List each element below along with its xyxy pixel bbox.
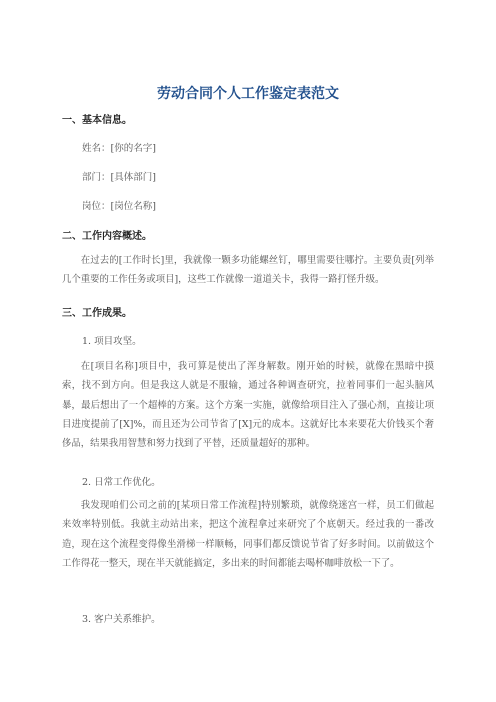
section-heading-work-results: 三、工作成果。 (62, 308, 132, 319)
daily-optimization-paragraph: 我发现咱们公司之前的[某项日常工作流程]特别繁琐，就像绕迷宫一样，员工们做起来效率特别低。我就主动站出来，把这个流程拿过来研究了个底朝天。经过我的一番改造，现在这个流程变得像坐滑梯一样顺畅，同事们都反馈说节省了好多时间。以前做这个工作得花一整天，现在半天就能搞定，多出来的时间都能去喝杯咖啡放松一下了。 (62, 500, 434, 569)
result-item-client-relations: 3. 客户关系维护。 (82, 614, 161, 625)
name-line: 姓名：[你的名字] (82, 143, 156, 154)
result-item-project: 1. 项目攻坚。 (82, 336, 142, 347)
work-overview-paragraph: 在过去的[工作时长]里，我就像一颗多功能螺丝钉，哪里需要往哪拧。主要负责[列举几个重要的工作任务或项目]，这些工作就像一道道关卡，我得一路打怪升级。 (62, 255, 434, 286)
project-paragraph: 在[项目名称]项目中，我可算是使出了浑身解数。刚开始的时候，就像在黑暗中摸索，找不到方向。但是我这人就是不服输，通过各种调查研究，拉着同事们一起头脑风暴，最后想出了一个超棒的方案。这个方案一实施，就像给项目注入了强心剂，直接让项目进度提前了[X]%，而且还为公司节省了[X]元的成本。这就好比本来要花大价钱买个奢侈品，结果我用智慧和努力找到了平替，还质量超好的那种。 (62, 361, 434, 450)
document-title: 劳动合同个人工作鉴定表范文 (157, 86, 339, 102)
result-item-daily-optimization: 2. 日常工作优化。 (82, 477, 161, 488)
position-line: 岗位：[岗位名称] (82, 201, 156, 212)
section-heading-basic-info: 一、基本信息。 (62, 115, 132, 126)
section-heading-work-overview: 二、工作内容概述。 (62, 231, 152, 242)
department-line: 部门：[具体部门] (82, 172, 156, 183)
